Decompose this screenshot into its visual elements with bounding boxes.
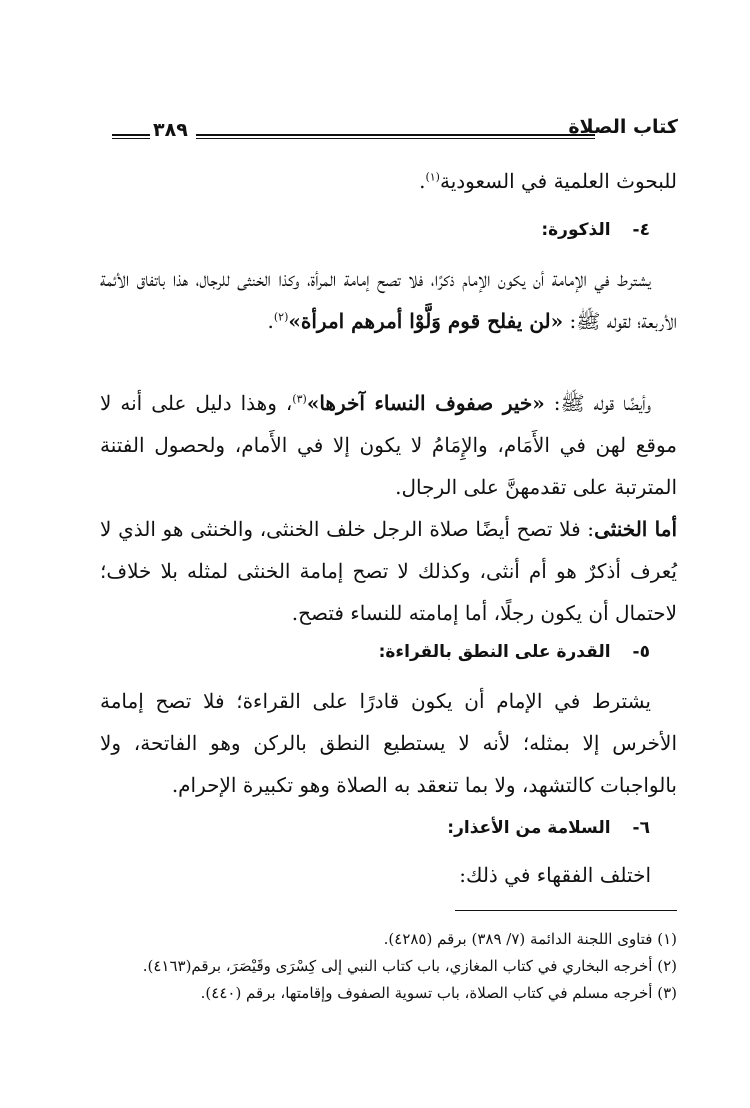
- footnote-2: (٢) أخرجه البخاري في كتاب المغازي، باب كتاب النبي إلى كِسْرَى وقَيْصَرَ، برقم(٤١٦٣).: [142, 957, 677, 975]
- section-heading-free-of-excuses: [447, 818, 650, 838]
- heading-number: ٤-: [632, 220, 650, 240]
- footnote-ref: (٢): [273, 310, 289, 324]
- footnote-ref: (٣): [292, 392, 307, 406]
- heading-number: ٥-: [632, 642, 650, 662]
- footnote-ref: (١): [425, 170, 440, 184]
- heading-text: السلامة من الأعذار:: [447, 818, 611, 838]
- page-number: ٣٨٩: [153, 119, 188, 141]
- paragraph-women-rows: وأيضًا قوله ﷺ: «خير صفوف النساء آخرها»$^{(٣)}$، وهذا دليل على أنه لا موقع لهن في الأَمَام، والإِمَامُ لا يكون إلا في الأَمام، ولحصول الفتنة المترتبة على تقدمهنَّ على الرجال.: [100, 391, 677, 499]
- continued-paragraph: للبحوث العلمية في السعودية$^{(١)}$.: [419, 169, 677, 193]
- hadith-quote: «لن يفلح قوم وَلَّوْا أمرهم امرأة»: [288, 309, 564, 333]
- running-header-title: كتاب الصلاة: [568, 116, 678, 138]
- paragraph-hermaphrodite: أما الخنثى: فلا تصح أيضًا صلاة الرجل خلف الخنثى، والخنثى هو الذي لا يُعرف أذكرٌ هو أم أنثى، وكذلك لا تصح إمامة الخنثى لمثله بلا خلاف؛ لاحتمال أن يكون رجلًا، أما إمامته للنساء فتصح.: [100, 517, 678, 625]
- paragraph-disagreement: اختلف الفقهاء في ذلك:: [459, 863, 651, 887]
- heading-text: الذكورة:: [541, 220, 611, 240]
- heading-number: ٦-: [632, 818, 650, 838]
- header-rule: [196, 134, 595, 139]
- footnote-3: (٣) أخرجه مسلم في كتاب الصلاة، باب تسوية الصفوف وإقامتها، برقم (٤٤٠).: [200, 984, 677, 1002]
- section-heading-masculinity: [541, 220, 650, 240]
- header-rule-end: [112, 134, 150, 139]
- section-heading-ability-to-recite: [379, 642, 650, 662]
- paragraph-lead: أما الخنثى: [594, 517, 678, 541]
- paragraph-masculinity: يشترط في الإمامة أن يكون الإمام ذكرًا، فلا تصح إمامة المرأة، وكذا الخنثى للرجال، هذا باتفاق الأئمة الأربعة؛ لقوله ﷺ: «لن يفلح قوم وَلَّوْا أمرهم امرأة»$^{(٢)}$.: [100, 267, 677, 333]
- footnotes: [100, 926, 677, 1007]
- footnote-separator: [455, 910, 677, 911]
- text: للبحوث العلمية في السعودية: [439, 169, 677, 193]
- paragraph-recitation: يشترط في الإمام أن يكون قادرًا على القراءة؛ فلا تصح إمامة الأخرس إلا بمثله؛ لأنه لا يستطيع النطق بالركن وهو الفاتحة، ولا بالواجبات كالتشهد، ولا بما تنعقد به الصلاة وهو تكبيرة الإحرام.: [100, 689, 677, 797]
- heading-text: القدرة على النطق بالقراءة:: [378, 642, 611, 662]
- hadith-quote: «خير صفوف النساء آخرها»: [306, 391, 545, 415]
- footnote-1: (١) فتاوى اللجنة الدائمة (٧/ ٣٨٩) برقم (٤٢٨٥).: [383, 930, 677, 948]
